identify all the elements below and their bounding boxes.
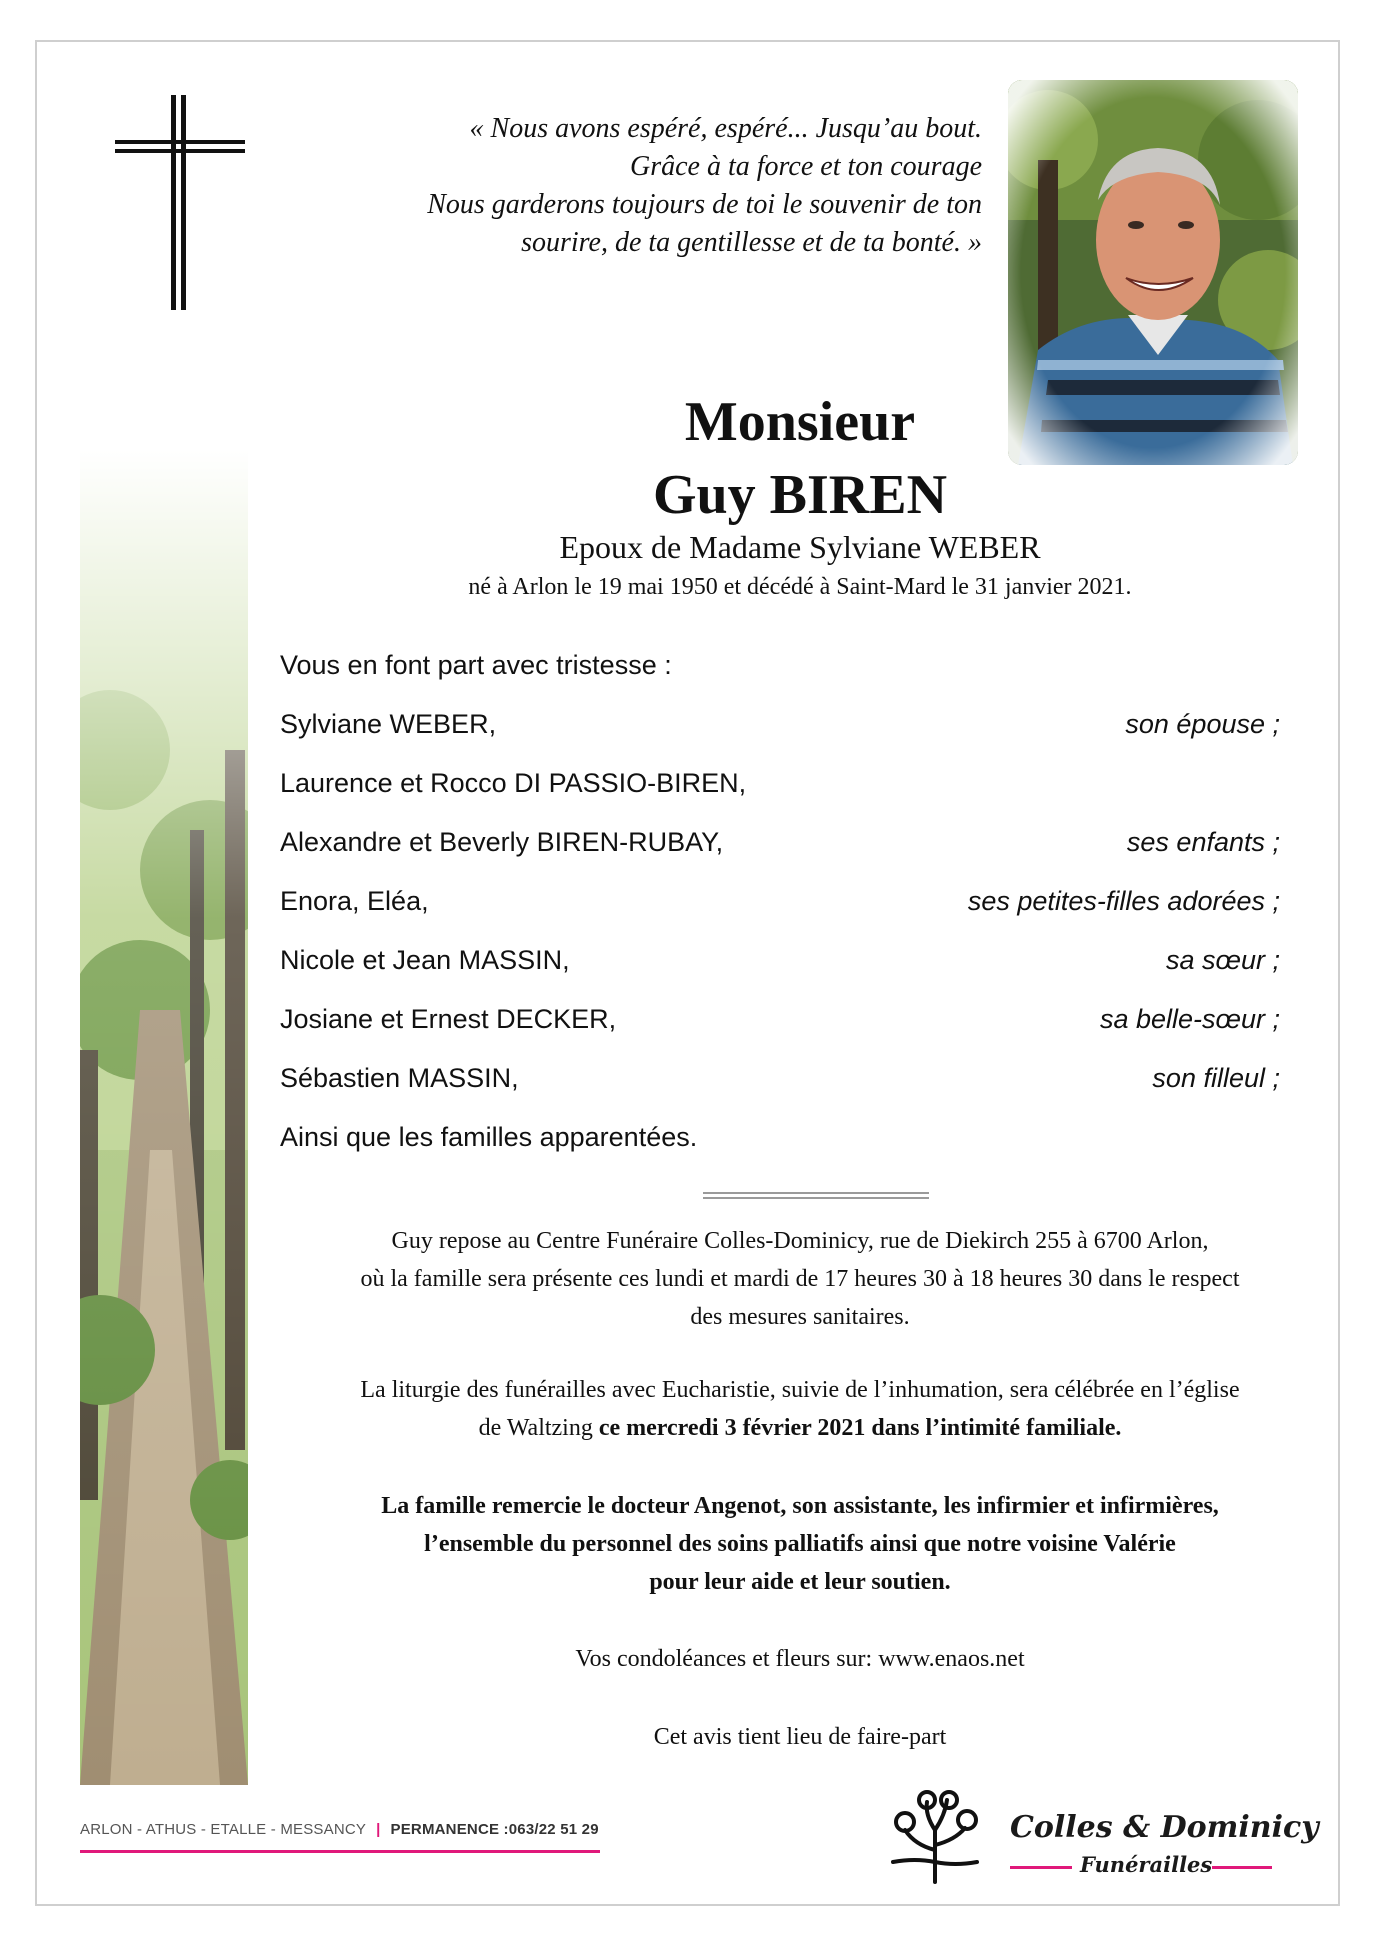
birth-death-line: né à Arlon le 19 mai 1950 et décédé à Saint-Mard le 31 janvier 2021.: [468, 574, 1132, 600]
family-intro: Vous en font part avec tristesse :: [280, 650, 672, 680]
quote-line: Nous garderons toujours de toi le souvenir de ton: [427, 189, 982, 220]
family-closing: Ainsi que les familles apparentées.: [280, 1122, 698, 1152]
family-row: [280, 707, 1280, 766]
quote-line: sourire, de ta gentillesse et de ta bonté. »: [521, 227, 982, 258]
quote-line: Grâce à ta force et ton courage: [630, 151, 982, 182]
deceased-name: Guy BIREN: [652, 464, 948, 526]
family-member-name: Sylviane WEBER,: [280, 709, 497, 739]
family-row: [280, 1002, 1280, 1061]
family-relation: son filleul ;: [1152, 1063, 1280, 1093]
family-row: [280, 825, 1280, 884]
notice-line: Cet avis tient lieu de faire-part: [653, 1724, 947, 1750]
thanks-line: La famille remercie le docteur Angenot, son assistante, les infirmier et infirmières,: [381, 1493, 1219, 1519]
footer-locations: ARLON - ATHUS - ETALLE - MESSANCY: [80, 1821, 367, 1838]
liturgy-date: ce mercredi 3 février 2021 dans l’intimité familiale.: [598, 1415, 1122, 1441]
family-member-name: Alexandre et Beverly BIREN-RUBAY,: [280, 827, 724, 857]
family-relation: ses petites-filles adorées ;: [967, 886, 1280, 916]
liturgy-place: de Waltzing: [478, 1415, 599, 1441]
family-member-name: Sébastien MASSIN,: [280, 1063, 519, 1093]
deceased-title: Monsieur: [684, 391, 916, 453]
logo-accent-right: [1212, 1866, 1272, 1869]
family-list: [280, 648, 1280, 1179]
liturgy-line: La liturgie des funérailles avec Eucharistie, suivie de l’inhumation, sera célébrée en l’église: [360, 1377, 1240, 1403]
family-row: [280, 943, 1280, 1002]
family-relation: son épouse ;: [1125, 709, 1280, 739]
cross-icon: [115, 95, 245, 310]
family-relation: ses enfants ;: [1126, 827, 1280, 857]
repose-info: [280, 1222, 1320, 1336]
quote-line: « Nous avons espéré, espéré... Jusqu’au bout.: [469, 113, 982, 144]
footer-contact: [80, 1821, 599, 1838]
repose-line: où la famille sera présente ces lundi et mardi de 17 heures 30 à 18 heures 30 dans le respect: [360, 1266, 1240, 1292]
thanks-line: pour leur aide et leur soutien.: [649, 1569, 951, 1595]
family-row: [280, 766, 1280, 825]
footer-separator: |: [376, 1821, 381, 1838]
family-member-name: Josiane et Ernest DECKER,: [280, 1004, 617, 1034]
permanence-label: PERMANENCE :: [390, 1821, 509, 1838]
memorial-quote: [282, 110, 982, 262]
divider: [703, 1192, 929, 1201]
spouse-line: Epoux de Madame Sylviane WEBER: [559, 529, 1041, 565]
family-relation: sa sœur ;: [1165, 945, 1280, 975]
thanks-message: [280, 1487, 1320, 1601]
logo-subtitle: Funérailles: [1080, 1852, 1213, 1877]
family-closing-row: [280, 1120, 1280, 1179]
condolences-line: Vos condoléances et fleurs sur: www.enaos.net: [575, 1646, 1025, 1672]
permanence-phone: 063/22 51 29: [508, 1821, 599, 1838]
repose-line: des mesures sanitaires.: [690, 1304, 910, 1330]
family-member-name: Enora, Eléa,: [280, 886, 429, 916]
logo-accent-left: [1010, 1866, 1072, 1869]
family-relation: sa belle-sœur ;: [1099, 1004, 1280, 1034]
logo-name: Colles & Dominicy: [1010, 1810, 1319, 1845]
family-intro-row: [280, 648, 1280, 707]
forest-path-image: [80, 450, 248, 1785]
liturgy-line: [280, 1409, 1320, 1447]
repose-line: Guy repose au Centre Funéraire Colles-Dominicy, rue de Diekirch 255 à 6700 Arlon,: [391, 1228, 1209, 1254]
family-member-name: Laurence et Rocco DI PASSIO-BIREN,: [280, 768, 747, 798]
family-row: [280, 1061, 1280, 1120]
thanks-line: l’ensemble du personnel des soins palliatifs ainsi que notre voisine Valérie: [424, 1531, 1176, 1557]
footer-accent-line: [80, 1850, 600, 1853]
family-member-name: Nicole et Jean MASSIN,: [280, 945, 570, 975]
family-row: [280, 884, 1280, 943]
liturgy-info: [280, 1371, 1320, 1447]
tree-logo-icon: [885, 1790, 985, 1885]
